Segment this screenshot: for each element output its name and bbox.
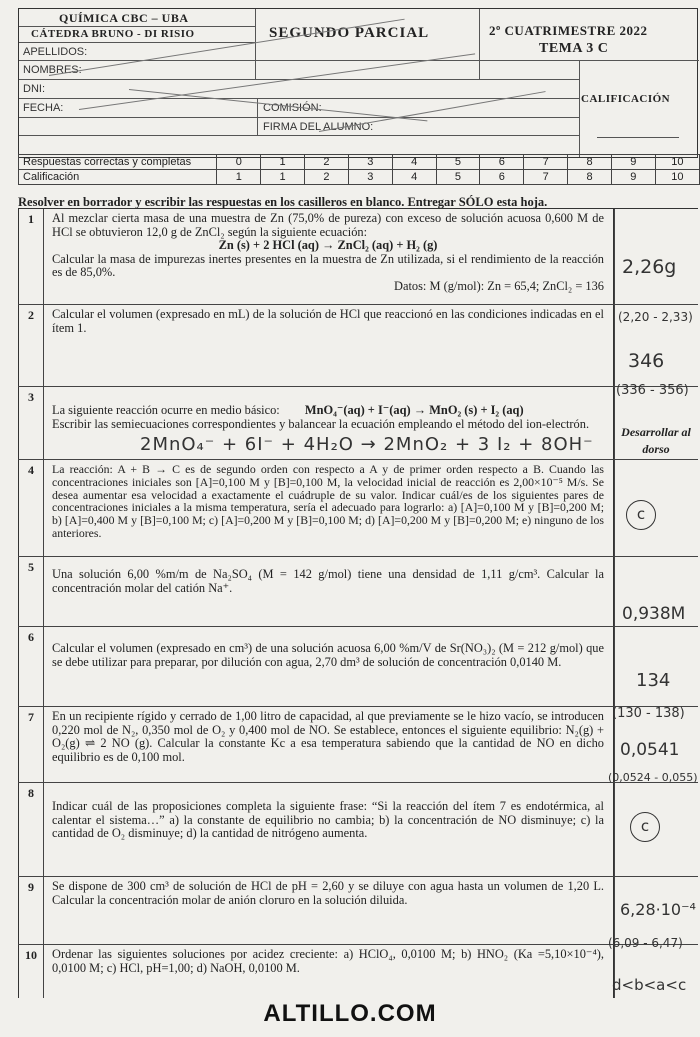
exam-title: SEGUNDO PARCIAL <box>269 25 430 41</box>
question-number: 6 <box>28 630 34 644</box>
answer-7-range: (0,0524 - 0,055) <box>608 771 698 784</box>
answer-6: 134 <box>636 670 671 691</box>
grade-cell: 7 <box>524 170 568 185</box>
calificacion-label: CALIFICACIÓN <box>581 93 671 105</box>
score-table <box>18 154 700 185</box>
answer-9-range: (6,09 - 6,47) <box>608 936 683 950</box>
term-label: 2º CUATRIMESTRE 2022 <box>489 23 648 38</box>
row-divider <box>18 386 698 387</box>
question-3 <box>52 404 604 431</box>
score-cell: 8 <box>568 155 612 170</box>
score-row-label: Respuestas correctas y completas <box>19 155 217 170</box>
apellidos-field[interactable]: APELLIDOS: <box>23 46 88 58</box>
question-4: La reacción: A + B → C es de segundo orden con respecto a A y de primer orden respecto a B. Cuando las concentraciones iniciales son [A]=0,100 M y [B]=0,100 M, la velocidad inicial de reacción es 2,00×10⁻⁵ M/s. Se desea aumentar esa velocidad a exactamente el cuádruple de su valor. Indicar cuál/es de los siguientes pares de concentraciones iniciales a la misma temperatura, sería el adecuado para lograrlo: a) [A]=0,100 M y [B]=0,200 M; b) [A]=0,400 M y [B]=0,100 M; c) [A]=0,200 M y [B]=0,100 M; d) [A]=0,200 M y [B]=0,200 M; e) ninguno de los anteriores. <box>52 462 604 540</box>
score-cell: 3 <box>348 155 392 170</box>
nombres-field[interactable]: NOMBRES: <box>23 64 82 76</box>
university-name: QUÍMICA CBC – UBA <box>59 11 189 25</box>
answer-3-note: Desarrollar al dorso <box>621 425 691 456</box>
grade-cell: 1 <box>261 170 305 185</box>
score-cell: 6 <box>480 155 524 170</box>
question-number: 1 <box>28 212 34 226</box>
question-number: 5 <box>28 560 34 574</box>
row-divider <box>18 782 698 783</box>
answer-9: 6,28·10⁻⁴ <box>620 900 696 919</box>
question-number: 7 <box>28 710 34 724</box>
row-divider <box>18 208 698 209</box>
question-number: 4 <box>28 463 34 477</box>
watermark: ALTILLO.COM <box>263 1000 437 1027</box>
row-divider <box>18 626 698 627</box>
grade-cell: 5 <box>436 170 480 185</box>
question-number: 8 <box>28 786 34 800</box>
answer-2-range: (336 - 356) <box>616 383 689 398</box>
grade-cell: 1 <box>217 170 261 185</box>
question-5: Una solución 6,00 %m/m de Na₂SO₄ (M = 142 g/mol) tiene una densidad de 1,11 g/cm³. Calcular la concentración molar del catión Na⁺. <box>52 567 604 595</box>
fecha-field[interactable]: FECHA: <box>23 102 64 114</box>
question-text: La siguiente reacción ocurre en medio básico: <box>52 403 280 417</box>
grade-cell: 6 <box>480 170 524 185</box>
handwritten-answer-3: 2MnO₄⁻ + 6I⁻ + 4H₂O → 2MnO₂ + 3 I₂ + 8OH⁻ <box>140 434 594 455</box>
row-divider <box>18 706 698 707</box>
question-number: 2 <box>28 308 34 322</box>
question-6: Calcular el volumen (expresado en cm³) de una solución acuosa 6,00 %m/V de Sr(NO₃)₂ (M = 212 g/mol) que se debe utilizar para preparar, por dilución con agua, 2,70 dm³ de solución de concentración 0,0140 M. <box>52 641 604 669</box>
question-text: Al mezclar cierta masa de una muestra de Zn (75,0% de pureza) con exceso de solución acuosa 0,600 M de HCl se obtuvieron 12,0 g de ZnCl₂ según la siguiente ecuación: <box>52 211 604 239</box>
answer-column-divider <box>614 208 615 998</box>
answer-7: 0,0541 <box>620 740 680 760</box>
question-text: Escribir las semiecuaciones correspondientes y balancear la ecuación empleando el método del ion-electrón. <box>52 416 590 431</box>
answer-5: 0,938M <box>622 604 686 624</box>
score-cell: 10 <box>655 155 699 170</box>
score-cell: 7 <box>524 155 568 170</box>
grade-cell: 3 <box>348 170 392 185</box>
question-2: Calcular el volumen (expresado en mL) de la solución de HCl que reaccionó en las condiciones indicadas en el ítem 1. <box>52 307 604 335</box>
score-cell: 2 <box>305 155 349 170</box>
score-cell: 0 <box>217 155 261 170</box>
question-7: En un recipiente rígido y cerrado de 1,00 litro de capacidad, al que previamente se le hizo vacío, se introducen 0,220 mol de N₂, 0,350 mol de O₂ y 0,400 mol de NO. Se establece, entonces el siguiente equilibrio: N₂(g) + O₂(g) ⇌ 2 NO (g). Calcular la constante Kc a esa temperatura sabiendo que la cantidad de NO en dicho equilibrio es de 0,100 mol. <box>52 709 604 764</box>
question-number: 10 <box>25 948 37 962</box>
row-divider <box>18 304 698 305</box>
question-number: 3 <box>28 390 34 404</box>
question-8: Indicar cuál de las proposiciones completa la siguiente frase: “Si la reacción del ítem 7 es endotérmica, al calentar el sistema…” a) la constante de equilibrio no cambia; b) la concentración de NO disminuye; c) la cantidad de O₂ disminuye; d) la cantidad de nitrógeno aumenta. <box>52 799 604 840</box>
exam-header <box>18 8 698 158</box>
chair-name: CÁTEDRA BRUNO - DI RISIO <box>31 28 195 40</box>
grade-row-label: Calificación <box>19 170 217 185</box>
row-divider <box>18 556 698 557</box>
grade-cell: 8 <box>568 170 612 185</box>
row-divider <box>18 459 698 460</box>
answer-10: d<b<a<c <box>612 976 687 994</box>
answer-1: 2,26g <box>622 256 677 278</box>
tema-label: TEMA 3 C <box>539 41 609 56</box>
question-10: Ordenar las siguientes soluciones por acidez creciente: a) HClO₄, 0,0100 M; b) HNO₂ (Ka =5,10×10⁻⁴), 0,0100 M; c) HCl, pH=1,00; d) NaOH, 0,0100 M. <box>52 947 604 975</box>
answer-4: c <box>626 500 656 530</box>
grade-cell: 4 <box>392 170 436 185</box>
question-data: Datos: M (g/mol): Zn = 65,4; ZnCl₂ = 136 <box>394 278 604 293</box>
grade-cell: 9 <box>611 170 655 185</box>
grade-cell: 10 <box>655 170 699 185</box>
score-cell: 4 <box>392 155 436 170</box>
row-divider <box>18 876 698 877</box>
score-cell: 5 <box>436 155 480 170</box>
row-divider <box>18 944 698 945</box>
comision-field[interactable]: COMISIÓN: <box>263 102 322 114</box>
question-1 <box>52 212 604 293</box>
firma-field[interactable]: FIRMA DEL ALUMNO: <box>263 121 374 133</box>
chemical-equation: MnO₄⁻(aq) + I⁻(aq) → MnO₂ (s) + I₂ (aq) <box>304 403 524 417</box>
score-cell: 1 <box>261 155 305 170</box>
instructions: Resolver en borrador y escribir las respuestas en los casilleros en blanco. Entregar SÓLO esta hoja. <box>18 195 548 209</box>
chemical-equation: Zn (s) + 2 HCl (aq) → ZnCl₂ (aq) + H₂ (g) <box>218 238 438 252</box>
question-number: 9 <box>28 880 34 894</box>
grade-cell: 2 <box>305 170 349 185</box>
question-text: Calcular la masa de impurezas inertes presentes en la muestra de Zn utilizada, si el rendimiento de la reacción es de 85,0%. <box>52 251 604 279</box>
score-cell: 9 <box>611 155 655 170</box>
answer-2: 346 <box>628 350 665 372</box>
answer-1-range: (2,20 - 2,33) <box>618 310 693 324</box>
dni-field[interactable]: DNI: <box>23 83 45 95</box>
answer-8: c <box>630 812 660 842</box>
answer-6-range: (130 - 138) <box>612 706 685 721</box>
question-9: Se dispone de 300 cm³ de solución de HCl de pH = 2,60 y se diluye con agua hasta un volumen de 1,20 L. Calcular la concentración molar de anión cloruro en la solución diluida. <box>52 879 604 907</box>
